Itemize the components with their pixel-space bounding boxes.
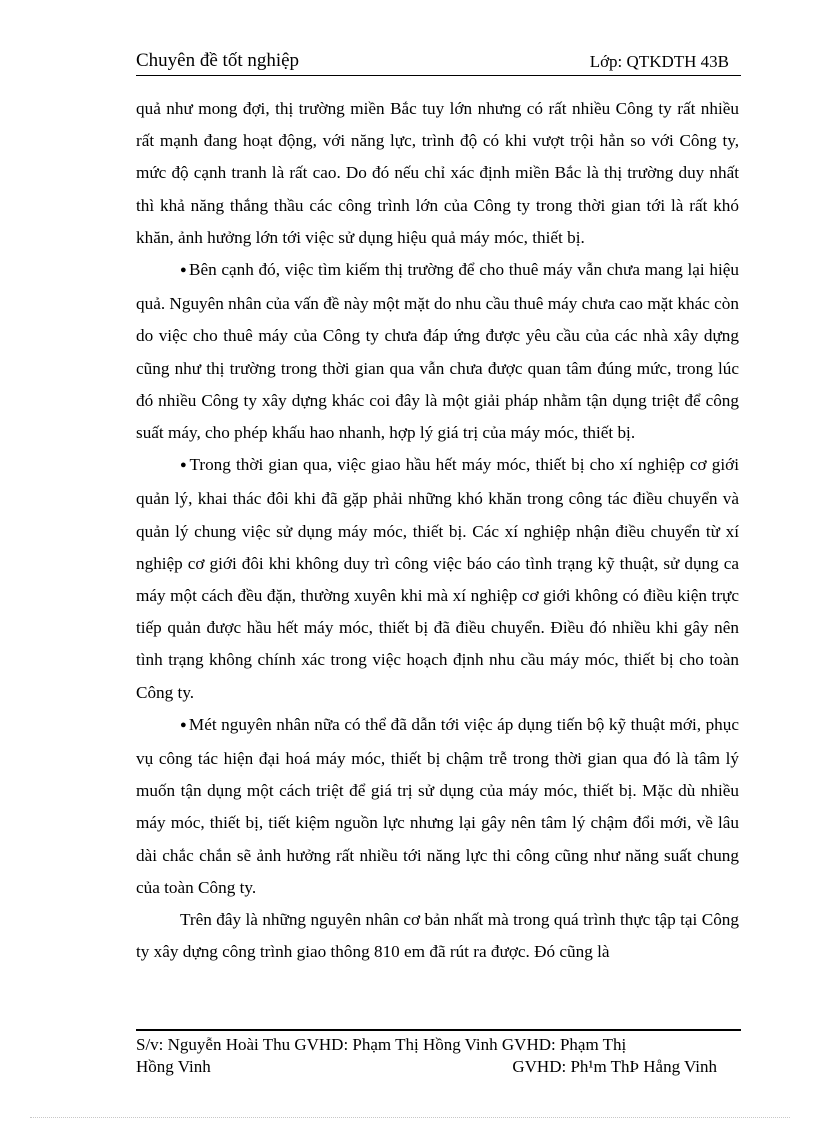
- paragraph-conclusion: Trên đây là những nguyên nhân cơ bản nhất mà trong quá trình thực tập tại Công ty xây dựng công trình giao thông 810 em đã rút ra được. Đó cũng là: [136, 910, 739, 962]
- bullet-paragraph-3: [136, 709, 739, 904]
- class-label: Lớp: QTKDTH 43B: [589, 52, 729, 71]
- page-footer: [136, 1034, 741, 1078]
- bullet-icon: ●: [180, 718, 187, 731]
- bullet-icon: ●: [180, 459, 188, 472]
- paragraph-intro: quả như mong đợi, thị trường miền Bắc tuy lớn nhưng có rất nhiều Công ty rất nhiều rất mạnh đang hoạt động, với năng lực, trình độ có khi vượt trội hẳn so với Công ty, mức độ cạnh tranh là rất cao. Do đó nếu chỉ xác định miền Bắc là thị trường duy nhất thì khả năng thắng thầu các công trình lớn của Công ty trong thời gian tới là rất khó khăn, ảnh hưởng lớn tới việc sử dụng hiệu quả máy móc, thiết bị.: [136, 99, 739, 247]
- footer-student-name-end: Hồng Vinh: [136, 1057, 211, 1076]
- footer-divider: [136, 1029, 741, 1031]
- bullet-icon: ●: [180, 264, 188, 277]
- header-divider: [136, 75, 741, 76]
- footer-supervisor: GVHD: Ph¹m ThÞ Hång Vinh: [512, 1057, 717, 1076]
- bullet-text-2: Trong thời gian qua, việc giao hầu hết máy móc, thiết bị cho xí nghiệp cơ giới quản lý, khai thác đôi khi đã gặp phải những khó khăn trong công tác điều chuyển và quản lý chung việc sử dụng máy móc, thiết bị. Các xí nghiệp nhận điều chuyển từ xí nghiệp cơ giới đôi khi không duy trì công việc báo cáo tình trạng kỹ thuật, sử dụng ca máy một cách đều đặn, thường xuyên khi mà xí nghiệp cơ giới không có điều kiện trực tiếp quản được hầu hết máy móc, thiết bị đã điều chuyển. Điều đó nhiều khi gây nên tình trạng không chính xác trong việc hoạch định nhu cầu máy móc, thiết bị cho toàn Công ty.: [136, 455, 739, 702]
- page-header: [136, 50, 741, 74]
- footer-line-1: S/v: Nguyễn Hoài Thu GVHD: Phạm Thị Hồng Vinh GVHD: Phạm Thị: [136, 1035, 627, 1054]
- document-title: Chuyên đề tốt nghiệp: [136, 50, 300, 71]
- bullet-text-3: Mét nguyên nhân nữa có thể đã dẫn tới việc áp dụng tiến bộ kỹ thuật mới, phục vụ công tác hiện đại hoá máy móc, thiết bị chậm trễ trong thời gian qua đó là tâm lý muốn tận dụng một cách triệt để giá trị sử dụng của máy móc, thiết bị. Mặc dù nhiều máy móc, thiết bị, tiết kiệm nguồn lực nhưng lại gây nên tâm lý chậm đổi mới, về lâu dài chắc chắn sẽ ảnh hưởng rất nhiều tới năng lực thi công cũng như năng suất chung của toàn Công ty.: [136, 714, 739, 897]
- bullet-text-1: Bên cạnh đó, việc tìm kiếm thị trường để cho thuê máy vẫn chưa mang lại hiệu quả. Nguyên nhân của vấn đề này một mặt do nhu cầu thuê máy chưa cao mặt khác còn do việc cho thuê máy của Công ty chưa đáp ứng được yêu cầu của các nhà xây dựng cũng như thị trường trong thời gian qua vẫn chưa được quan tâm đúng mức, trong lúc đó nhiều Công ty xây dựng khác coi đây là một giải pháp nhằm tận dụng triệt để công suất máy, cho phép khấu hao nhanh, hợp lý giá trị của máy móc, thiết bị.: [136, 260, 739, 443]
- page-edge-divider: [30, 1117, 790, 1118]
- bullet-paragraph-2: [136, 449, 739, 709]
- bullet-paragraph-1: [136, 254, 739, 449]
- page-body: [136, 93, 739, 968]
- footer-line-2: [136, 1056, 741, 1078]
